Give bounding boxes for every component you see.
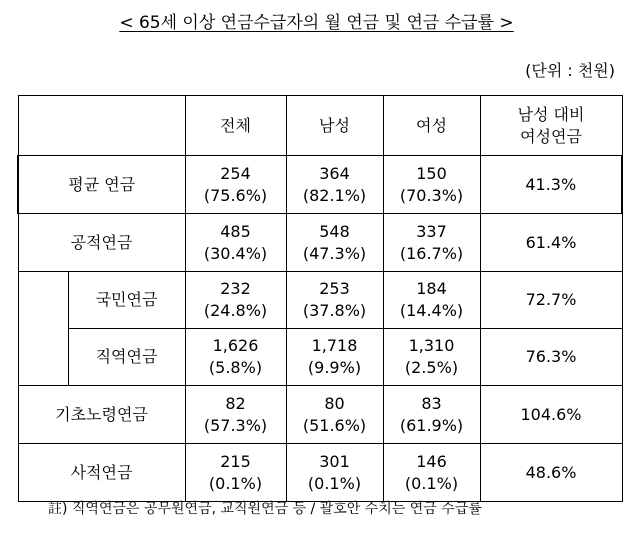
- cell-female: [383, 386, 480, 444]
- cell-value: 301: [319, 451, 350, 471]
- cell-value: 146: [416, 451, 447, 471]
- row-label: 국민연금: [68, 272, 185, 329]
- cell-ratio: 72.7%: [480, 272, 622, 329]
- cell-rate: (47.3%): [302, 243, 367, 263]
- cell-ratio: 104.6%: [480, 386, 622, 444]
- pension-table: [17, 95, 623, 502]
- cell-rate: (9.9%): [307, 358, 362, 377]
- cell-value: 232: [220, 279, 251, 298]
- cell-value: 83: [421, 393, 442, 413]
- cell-value: 1,310: [408, 336, 455, 355]
- cell-value: 254: [220, 163, 251, 183]
- header-ratio-line1: 남성 대비: [517, 104, 585, 124]
- row-label: 평균 연금: [18, 156, 185, 214]
- cell-female: [383, 329, 480, 386]
- table-row: [18, 214, 622, 272]
- cell-male: [286, 386, 383, 444]
- cell-rate: (70.3%): [399, 185, 464, 205]
- cell-rate: (0.1%): [404, 473, 459, 493]
- cell-rate: (30.4%): [203, 243, 268, 263]
- cell-value: 1,626: [212, 336, 259, 355]
- cell-value: 80: [324, 393, 345, 413]
- footnote: 註) 직역연금은 공무원연금, 교직원연금 등 / 괄호안 수치는 연금 수급률: [48, 501, 482, 517]
- indent-cell: [18, 272, 68, 386]
- header-row: [18, 96, 622, 156]
- header-female: 여성: [383, 96, 480, 156]
- cell-rate: (24.8%): [203, 301, 268, 320]
- cell-value: 1,718: [311, 336, 358, 355]
- cell-male: [286, 329, 383, 386]
- cell-ratio: 48.6%: [480, 444, 622, 502]
- cell-female: [383, 272, 480, 329]
- table-row: [18, 156, 622, 214]
- cell-male: [286, 272, 383, 329]
- cell-male: [286, 214, 383, 272]
- cell-value: 548: [319, 221, 350, 241]
- cell-value: 82: [225, 393, 246, 413]
- cell-rate: (51.6%): [302, 415, 367, 435]
- cell-male: [286, 444, 383, 502]
- cell-ratio: 41.3%: [480, 156, 622, 214]
- cell-value: 215: [220, 451, 251, 471]
- cell-rate: (2.5%): [404, 358, 459, 377]
- cell-rate: (14.4%): [399, 301, 464, 320]
- cell-value: 184: [416, 279, 447, 298]
- cell-value: 253: [319, 279, 350, 298]
- header-blank-cell: [18, 96, 185, 156]
- cell-rate: (61.9%): [399, 415, 464, 435]
- table-row: [18, 444, 622, 502]
- cell-total: [185, 444, 286, 502]
- table-row: [18, 272, 622, 329]
- cell-total: [185, 156, 286, 214]
- table-row: [18, 386, 622, 444]
- cell-rate: (0.1%): [307, 473, 362, 493]
- cell-male: [286, 156, 383, 214]
- cell-value: 337: [416, 221, 447, 241]
- row-label: 기초노령연금: [18, 386, 185, 444]
- cell-rate: (82.1%): [302, 185, 367, 205]
- header-ratio-line2: 여성연금: [520, 126, 582, 146]
- row-label: 사적연금: [18, 444, 185, 502]
- cell-rate: (75.6%): [203, 185, 268, 205]
- table-row: [18, 329, 622, 386]
- cell-total: [185, 386, 286, 444]
- cell-rate: (0.1%): [208, 473, 263, 493]
- header-male: 남성: [286, 96, 383, 156]
- cell-female: [383, 214, 480, 272]
- cell-rate: (16.7%): [399, 243, 464, 263]
- row-label: 공적연금: [18, 214, 185, 272]
- cell-female: [383, 444, 480, 502]
- unit-label: (단위 : 천원): [525, 61, 615, 80]
- cell-ratio: 61.4%: [480, 214, 622, 272]
- cell-rate: (37.8%): [302, 301, 367, 320]
- cell-total: [185, 329, 286, 386]
- cell-female: [383, 156, 480, 214]
- cell-total: [185, 272, 286, 329]
- row-label: 직역연금: [68, 329, 185, 386]
- cell-value: 364: [319, 163, 350, 183]
- cell-ratio: 76.3%: [480, 329, 622, 386]
- cell-value: 485: [220, 221, 251, 241]
- header-total: 전체: [185, 96, 286, 156]
- cell-total: [185, 214, 286, 272]
- table-title: < 65세 이상 연금수급자의 월 연금 및 연금 수급률 >: [119, 13, 514, 33]
- cell-rate: (57.3%): [203, 415, 268, 435]
- cell-value: 150: [416, 163, 447, 183]
- cell-rate: (5.8%): [208, 358, 263, 377]
- header-ratio: [480, 96, 622, 156]
